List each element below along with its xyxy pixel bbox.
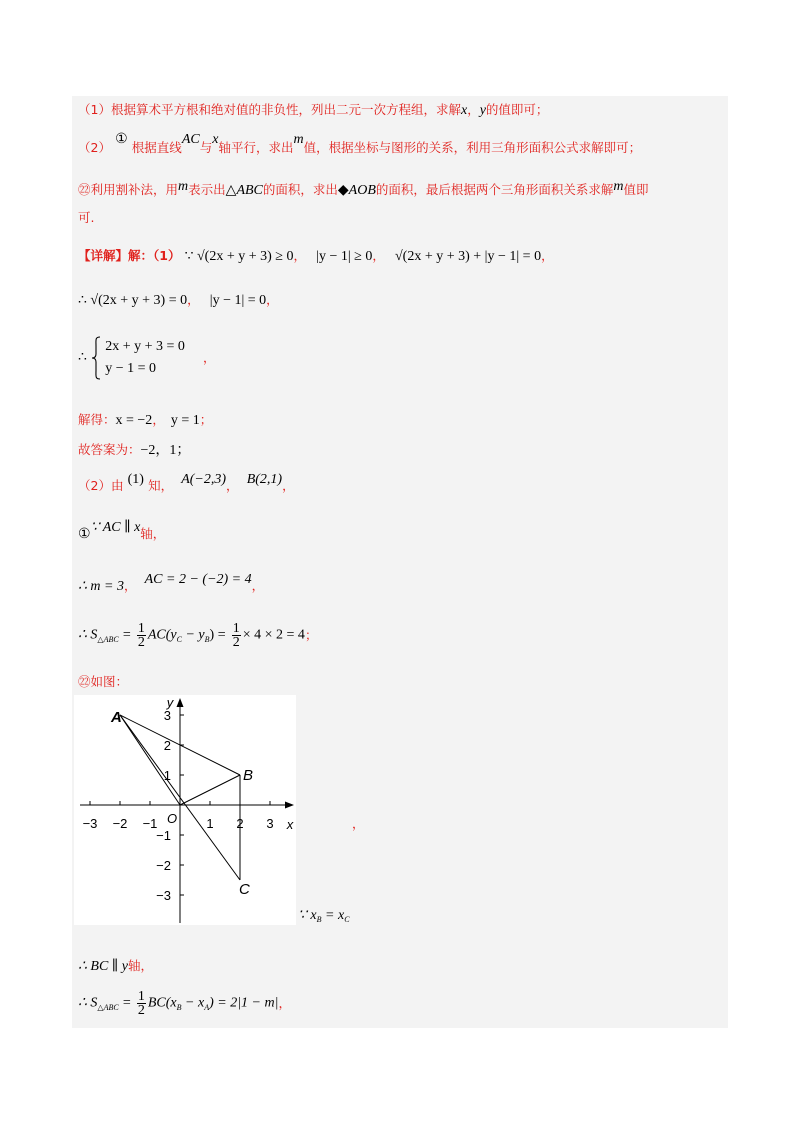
- x-axis-arrow-icon: [285, 802, 294, 809]
- analysis-line-1: （1）根据算术平方根和绝对值的非负性，列出二元一次方程组，求解x，y的值即可；: [78, 102, 549, 118]
- analysis-line-2: （2） ① 根据直线AC与x轴平行，求出m值，根据坐标与图形的关系，利用三角形面积公式求解即可；: [78, 132, 642, 155]
- y-axis-arrow-icon: [177, 698, 184, 707]
- analysis-line-4: 可.: [78, 210, 95, 225]
- x-tick-label: 2: [236, 816, 244, 831]
- equation-system: ∴ 2x + y + 3 = 0 y − 1 = 0 ，: [78, 336, 216, 384]
- case2-line: ㉒如图：: [78, 674, 129, 689]
- case1-line-1: ①∵ AC ∥ x轴，: [78, 520, 166, 542]
- point-B-label: B: [243, 767, 254, 784]
- y-tick-label: 3: [163, 708, 171, 723]
- y-tick-label: 1: [163, 768, 171, 783]
- solution-line-1: 【详解】解：（1） ∵ √(2x + y + 3) ≥ 0， |y − 1| ≥ 0， √(2x + y + 3) + |y − 1| = 0，: [78, 248, 554, 264]
- x-tick-label: −3: [82, 816, 98, 831]
- stray-comma: ，: [352, 816, 365, 831]
- coordinate-figure: [74, 695, 296, 925]
- xb-equals-xc: ∵ $x_B = x_C$: [298, 908, 350, 924]
- solution-line-2: ∴ √(2x + y + 3) = 0， |y − 1| = 0，: [78, 292, 279, 308]
- y-tick-label: 2: [163, 738, 171, 753]
- answer-line: 故答案为：−2，1；: [78, 442, 191, 458]
- analysis-line-3: ㉒利用割补法，用m表示出△ABC的面积，求出◆AOB的面积，最后根据两个三角形面积关系求解m值即: [78, 179, 649, 198]
- segment-OB: [180, 775, 240, 805]
- case2-area-line: ∴ $S_{\triangle ABC}$ = $\frac{1}{2}$ $BC(x_B - x_A) = 2|1 - m|$，: [78, 989, 291, 1018]
- y-tick-label: −3: [156, 888, 171, 903]
- x-tick-label: 3: [266, 816, 274, 831]
- part2-line: （2）由 (1) 知， A(−2,3)， B(2,1)，: [78, 472, 295, 493]
- y-tick-label: −1: [156, 828, 171, 843]
- x-tick-label: −2: [112, 816, 128, 831]
- bc-parallel-line: ∴ BC ∥ y轴，: [78, 958, 153, 974]
- y-tick-label: −2: [156, 858, 171, 873]
- point-C-label: C: [239, 881, 250, 898]
- case1-area-line: ∴ $S_{\triangle ABC}$ = $\frac{1}{2}$ $AC(y_C - y_B)$ = $\frac{1}{2}$ × 4 × 2 = 4；: [78, 621, 318, 650]
- y-axis-label: y: [166, 695, 174, 710]
- case1-line-2: ∴ m = 3， AC = 2 − (−2) = 4，: [78, 572, 265, 594]
- origin-label: O: [166, 811, 178, 826]
- x-tick-label: −1: [142, 816, 158, 831]
- segment-AO: [120, 715, 180, 805]
- x-tick-label: 1: [206, 816, 214, 831]
- point-A-label: A: [111, 709, 122, 726]
- x-axis-label: x: [286, 817, 294, 832]
- solve-line: 解得：x = −2， y = 1；: [78, 412, 213, 428]
- brace-icon: [91, 336, 101, 380]
